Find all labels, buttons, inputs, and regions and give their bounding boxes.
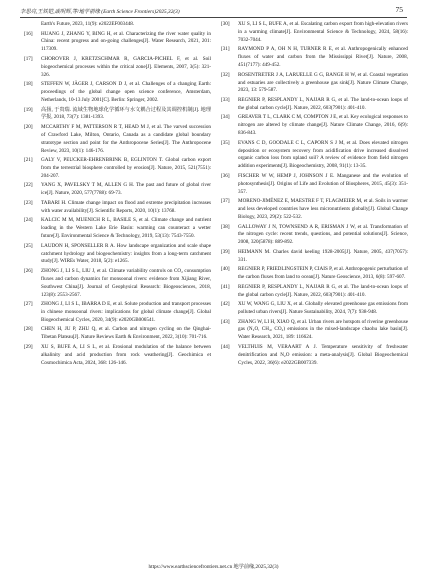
reference-number: [26]: [24, 267, 33, 274]
reference-item: [24, 107, 211, 123]
reference-item: [221, 114, 408, 138]
reference-number: [38]: [221, 223, 230, 230]
reference-item: [24, 182, 211, 198]
reference-item: [221, 72, 408, 96]
reference-number: [36]: [221, 172, 230, 179]
reference-text: LAUDON H, SPONSELLER R A. How landscape organization and scale shape catchment hydrology and biogeochemistry: insights from a long-term catchment study[J]. WIREs Water, 2018, 5(2): e1265.: [41, 242, 211, 265]
reference-number: [27]: [24, 301, 33, 308]
reference-item: [24, 301, 211, 325]
reference-text: CHEN H, JU P, ZHU Q, et al. Carbon and nitrogen cycling on the Qinghai-Tibetan Plateau[J]. Nature Reviews Earth & Environment, 2022, 3(10): 701-716.: [41, 326, 211, 341]
reference-number: [37]: [221, 198, 230, 205]
reference-text: GREAVER T L, CLARK C M, COMPTON J E, et al. Key ecological responses to nitrogen are altered by climate change[J]. Nature Climate Change, 2016, 6(9): 836-843.: [238, 114, 408, 137]
reference-number: [24]: [24, 217, 33, 224]
reference-text: CHOROVER J, KRETZSCHMAR R, GARCIA-PICHEL F, et al. Soil biogeochemical processes within the critical zone[J]. Elements, 2007, 3(5): 321-326.: [41, 55, 211, 78]
reference-item: [24, 200, 211, 216]
reference-item: [221, 284, 408, 300]
reference-item: [24, 217, 211, 241]
reference-number: [44]: [221, 343, 230, 350]
reference-number: [21]: [24, 157, 33, 164]
page-number: 75: [395, 5, 403, 14]
reference-text: REGNIER P, RESPLANDY L, NAJJAR R G, et al. The land-to-ocean loops of the global carbon cycle[J]. Nature, 2022, 603(7901): 401-410.: [238, 96, 408, 111]
reference-item: [221, 344, 408, 368]
reference-item: [24, 56, 211, 80]
reference-item: [24, 243, 211, 267]
reference-number: [25]: [24, 242, 33, 249]
reference-text: 高扬, 于贵瑞. 流域生物地球化学循环与水文耦合过程及其调控机制[J]. 地理学报, 2018, 73(7): 1381-1393.: [41, 106, 211, 121]
reference-continuation: Earth's Future, 2023, 11(9): e2022EF003448.: [41, 21, 135, 27]
reference-number: [42]: [221, 301, 230, 308]
reference-number: [34]: [221, 114, 230, 121]
reference-text: YANG X, PAVELSKY T M, ALLEN G H. The past and future of global river ice[J]. Nature, 2020, 577(7788): 69-73.: [41, 182, 211, 197]
reference-number: [23]: [24, 199, 33, 206]
reference-number: [16]: [24, 30, 33, 37]
reference-item: [24, 326, 211, 342]
reference-item: [221, 140, 408, 172]
reference-text: MORENO-JIMÉNEZ E, MAESTRE F T, FLAGMEIER M, et al. Soils in warmer and less developed countries have less micronutrients globally[J]. Global Change Biology, 2023, 29(2): 522-532.: [238, 198, 408, 220]
reference-column-left: [24, 21, 211, 369]
reference-text: HUANG J, ZHANG Y, BING H, et al. Characterizing the river water quality in China: recent progress and on-going challenges[J]. Water Research, 2021, 201: 117309.: [41, 30, 211, 53]
reference-item: [221, 46, 408, 70]
reference-text: ZHONG J, LI S L, LIU J, et al. Climate variability controls on CO₂ consumption fluxes and carbon dynamics for monsoonal rivers: evidence from Xijiang River, Southwest China[J]. Journal of Geophysical Research: Biogeosciences, 2018, 123(8): 2553-2567.: [41, 267, 211, 298]
reference-text: XU S, LI S L, BUFE A, et al. Escalating carbon export from high-elevation rivers in a warming climate[J]. Environmental Science & Technology, 2024, 58(16): 7032-7044.: [238, 21, 408, 43]
header-rule: [20, 17, 407, 18]
reference-number: [30]: [221, 21, 230, 27]
reference-number: [18]: [24, 81, 33, 88]
reference-number: [22]: [24, 182, 33, 189]
reference-item: [221, 224, 408, 248]
reference-column-right: [221, 21, 408, 369]
reference-text: VELTHUIS M, VERAART A J. Temperature sensitivity of freshwater denitrification and N₂O emission: a meta-analysis[J]. Global Biogeochemical Cycles, 2022, 36(6): e2022GB007339.: [238, 343, 408, 366]
reference-text: TABARI H. Climate change impact on flood and extreme precipitation increases with water availability[J]. Scientific Reports, 2020, 10(1): 13768.: [41, 199, 211, 214]
reference-number: [41]: [221, 283, 230, 290]
reference-number: [35]: [221, 139, 230, 146]
reference-text: REGNIER P, RESPLANDY L, NAJJAR R G, et al. The land-to-ocean loops of the global carbon cycle[J]. Nature, 2022, 603(7901): 401-410.: [238, 283, 408, 298]
reference-text: GALLOWAY J N, TOWNSEND A R, ERISMAN J W, et al. Transformation of the nitrogen cycle: recent trends, questions, and potential solutions[J]. Science, 2008, 320(5878): 889-892.: [238, 223, 408, 246]
reference-text: HEIMANN M. Charles david keeling 1928-2005[J]. Nature, 2005, 437(7057): 331.: [238, 248, 408, 263]
page-footer: https://www.earthsciencefrontiers.net.cn 地学前缘,2025,32(3): [148, 564, 279, 570]
reference-number: [43]: [221, 318, 230, 325]
running-head: 李思亮,王铁铠,戚明辉,等/地学前缘 (Earth Science Frontiers)2025,32(3): [20, 9, 180, 15]
reference-item: [221, 266, 408, 282]
reference-text: RAYMOND P A, OH N H, TURNER R E, et al. Anthropogenically enhanced fluxes of water and carbon from the Mississippi River[J]. Nature, 2008, 451(7177): 449-452.: [238, 46, 408, 69]
reference-item: [221, 97, 408, 113]
reference-text: ROSENTRETER J A, LARUELLE G G, BANGE H W, et al. Coastal vegetation and estuaries are collectively a greenhouse gas sink[J]. Nature Climate Change, 2023, 13: 579-587.: [238, 71, 408, 94]
reference-item: [221, 301, 408, 317]
reference-text: MCCARTHY F M, PATTERSON R T, HEAD M J, et al. The varved succession of Crawford Lake, Milton, Ontario, Canada as a candidate global boundary stratotype section and point for the Anthropocene Series[J]. The Anthropocene Review, 2023, 10(1): 146-176.: [41, 123, 211, 154]
reference-item: [24, 124, 211, 156]
reference-text: EVANS C D, GOODALE C L, CAPORN S J M, et al. Does elevated nitrogen deposition or ecosystem recovery from acidification drive increased dissolved organic carbon loss from upland soil? A review of evidence from field nitrogen addition experiments[J]. Biogeochemistry, 2008, 91(1): 13-35.: [238, 139, 408, 170]
reference-item: [221, 173, 408, 197]
reference-number: [33]: [221, 96, 230, 103]
reference-item: [24, 344, 211, 368]
reference-text: XU W, WANG G, LIU X, et al. Globally elevated greenhouse gas emissions from polluted urban rivers[J]. Nature Sustainability, 2024, 7(7): 938-948.: [238, 301, 408, 315]
reference-text: STEFFEN W, JÄGER J, CARSON D J, et al. Challenges of a changing Earth: proceedings of the global change open science conference, Amsterdam, Netherlands, 10-13 July 2001[C]. Berlin: Springer, 2002.: [41, 81, 211, 103]
reference-item: [221, 198, 408, 222]
reference-item: [221, 21, 408, 45]
reference-number: [40]: [221, 266, 230, 273]
reference-number: [31]: [221, 46, 230, 53]
reference-text: GALY V, PEUCKER-EHRENBRINK B, EGLINTON T. Global carbon export from the terrestrial biosphere controlled by erosion[J]. Nature, 2015, 521(7551): 204-207.: [41, 157, 211, 179]
reference-text: XU S, BUFE A, LI S L, et al. Erosional modulation of the balance between alkalinity and acid production from rock weathering[J]. Geochimica et Cosmochimica Acta, 2024, 368: 126-146.: [41, 343, 211, 366]
reference-item: [24, 81, 211, 105]
reference-number: [17]: [24, 55, 33, 62]
reference-item: [24, 31, 211, 55]
reference-number: [20]: [24, 123, 33, 130]
reference-text: REGNIER P, FRIEDLINGSTEIN P, CIAIS P, et al. Anthropogenic perturbation of the carbon fluxes from land to ocean[J]. Nature Geoscience, 2013, 6(8): 597-607.: [238, 266, 408, 281]
reference-text: ZHONG J, LI S L, IBARRA D E, et al. Solute production and transport processes in chinese monsoonal rivers: implications for global climate change[J]. Global Biogeochemical Cycles, 2020, 34(9): e2020GB006541.: [41, 301, 211, 323]
reference-item: [221, 319, 408, 343]
reference-text: ZHANG W, LI H, XIAO Q, et al. Urban rivers are hotspots of riverine greenhouse gas (N₂O, CH₄, CO₂) emissions in the mixed-landscape chaohu lake basin[J]. Water Research, 2021, 189: 116624.: [238, 318, 408, 341]
reference-text: KALCIC M M, MUENICH R L, BASILE S, et al. Climate change and nutrient loading in the Western Lake Erie Basin: warming can counteract a wetter future[J]. Environmental Science & Technology, 2019, 53(13): 7543-7550.: [41, 217, 211, 240]
reference-number: [32]: [221, 71, 230, 78]
reference-item: [24, 157, 211, 181]
reference-number: [28]: [24, 326, 33, 333]
reference-number: [39]: [221, 248, 230, 255]
reference-number: [19]: [24, 106, 33, 113]
reference-text: FISCHER W W, HEMP J, JOHNSON J E. Manganese and the evolution of photosynthesis[J]. Origins of Life and Evolution of Biospheres, 2015, 45(3): 351-357.: [238, 172, 408, 195]
reference-item: [221, 249, 408, 265]
reference-item: [24, 268, 211, 300]
reference-number: [29]: [24, 343, 33, 350]
